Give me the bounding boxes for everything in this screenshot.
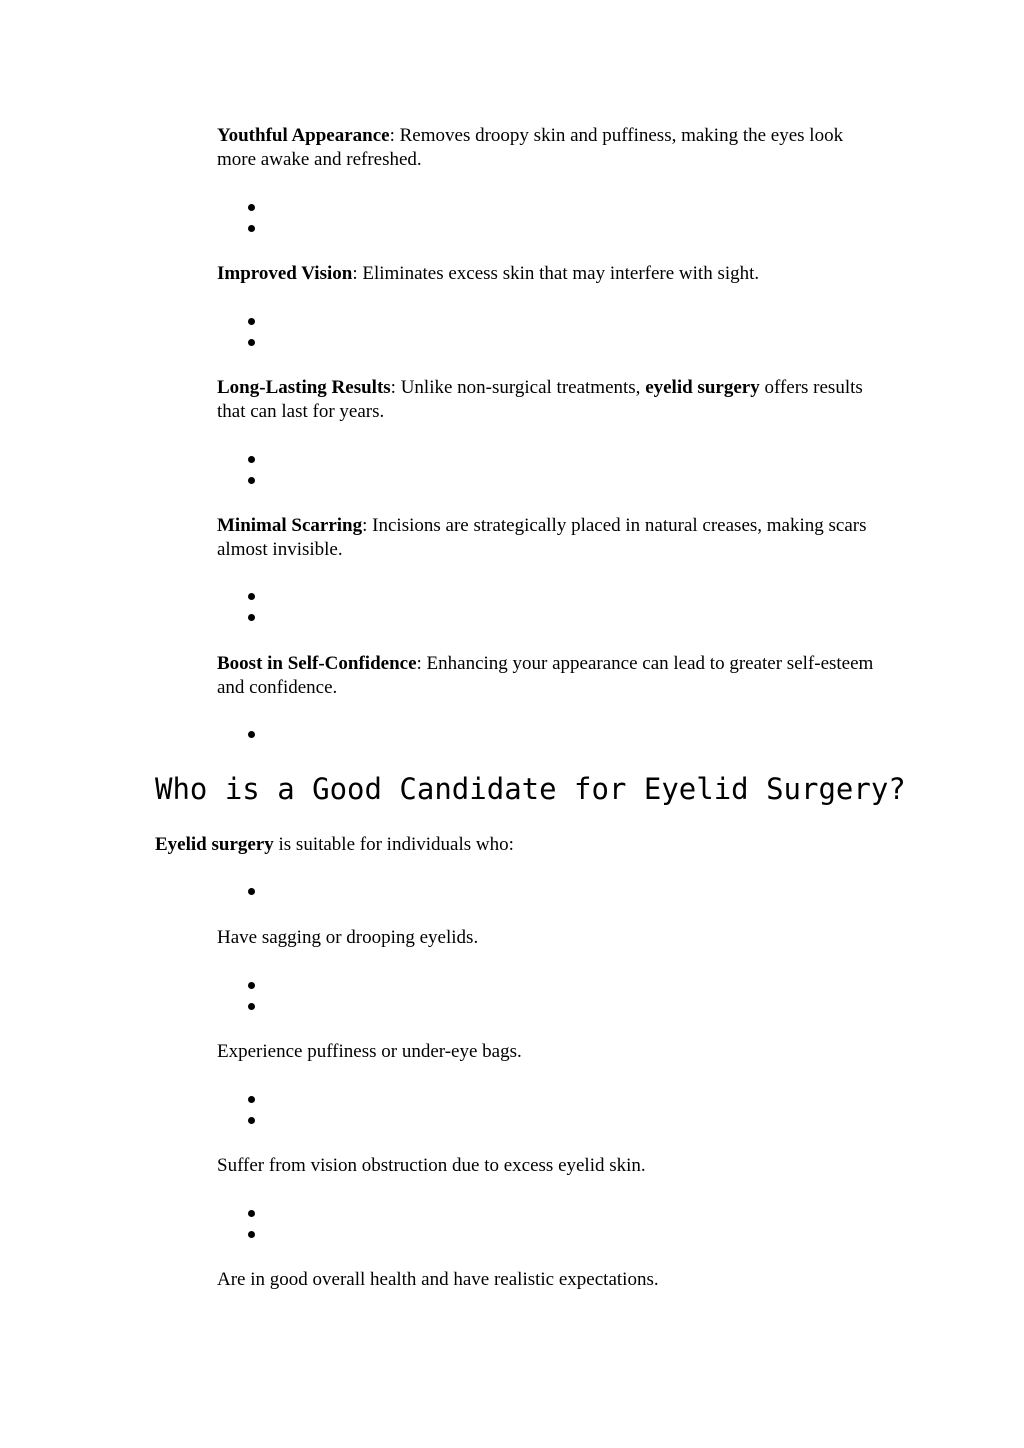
bullet-icon [248,1231,255,1238]
bullet-icon [248,1003,255,1010]
intro-term: Eyelid surgery [155,834,274,855]
section-intro [155,833,875,857]
bullet-icon [248,225,255,232]
bullet-icon [248,204,255,211]
bullet-icon [248,477,255,484]
bullet-icon [248,614,255,621]
bullet-icon [248,1210,255,1217]
bullet-icon [248,318,255,325]
benefit-term: Long-Lasting Results [217,377,391,398]
candidate-item: Are in good overall health and have realistic expectations. [217,1269,659,1290]
benefit-term: Improved Vision [217,263,353,284]
bullet-icon [248,339,255,346]
benefit-text: offers results that can last for years. [217,377,863,422]
benefit-term: Minimal Scarring [217,515,363,536]
bullet-icon [248,1096,255,1103]
bullet-icon [248,731,255,738]
section-heading: Who is a Good Candidate for Eyelid Surgery? [155,772,906,806]
benefit-keyword: eyelid surgery [645,377,760,398]
benefit-youthful-appearance [217,124,877,172]
benefit-long-lasting-results [217,376,877,424]
bullet-icon [248,593,255,600]
bullet-icon [248,982,255,989]
benefit-text: : Removes droopy skin and puffiness, making the eyes look more awake and refreshed. [217,125,844,170]
bullet-icon [248,1117,255,1124]
intro-text: is suitable for individuals who: [273,834,514,855]
benefit-text: : Enhancing your appearance can lead to greater self-esteem and confidence. [217,653,874,698]
benefit-minimal-scarring [217,514,877,562]
benefit-term: Boost in Self-Confidence [217,653,417,674]
benefit-term: Youthful Appearance [217,125,390,146]
candidate-item: Have sagging or drooping eyelids. [217,927,479,948]
bullet-icon [248,888,255,895]
candidate-item: Suffer from vision obstruction due to excess eyelid skin. [217,1155,646,1176]
bullet-icon [248,456,255,463]
benefit-self-confidence [217,652,877,700]
benefit-improved-vision [217,262,877,286]
benefit-text: : Incisions are strategically placed in natural creases, making scars almost invisible. [217,515,867,560]
benefit-text: : Eliminates excess skin that may interfere with sight. [352,263,760,284]
benefit-text: : Unlike non-surgical treatments, [390,377,646,398]
candidate-item: Experience puffiness or under-eye bags. [217,1041,522,1062]
